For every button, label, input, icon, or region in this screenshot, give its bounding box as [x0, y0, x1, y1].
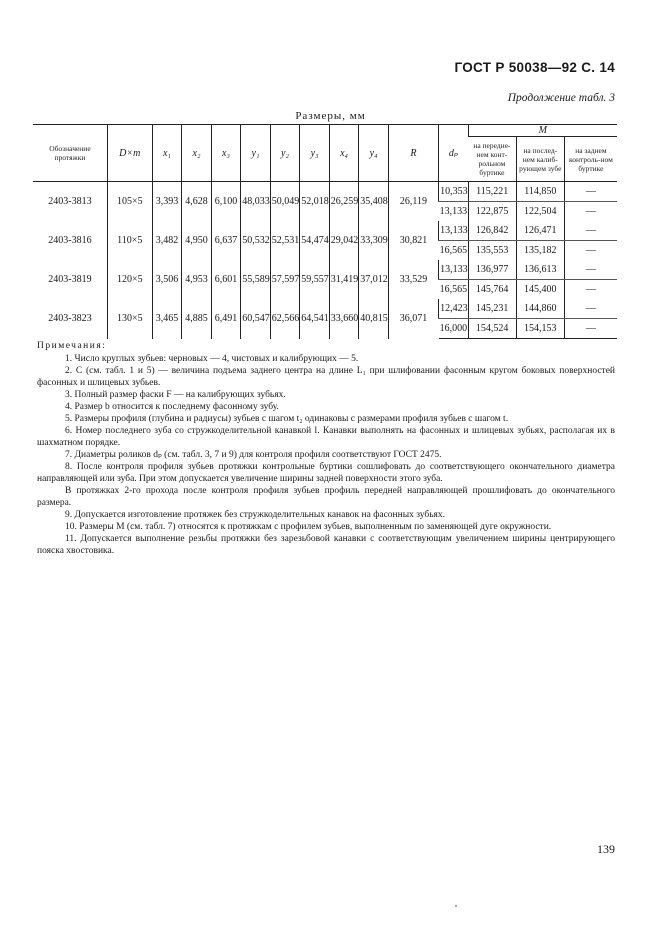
- cell-y2: 52,531: [270, 221, 300, 260]
- cell-m-back: —: [564, 221, 617, 241]
- cell-x4: 33,660: [329, 299, 359, 339]
- table-caption: Размеры, мм: [295, 110, 366, 122]
- cell-y1: 48,033: [241, 182, 271, 222]
- cell-r: 36,071: [388, 299, 438, 339]
- cell-dp: 13,133: [439, 221, 469, 241]
- cell-x4: 26,259: [329, 182, 359, 222]
- col-designation: Обозначение протяжки: [33, 125, 107, 182]
- cell-m-last: 145,400: [516, 280, 564, 300]
- cell-m-back: —: [564, 260, 617, 280]
- cell-m-front: 115,221: [468, 182, 516, 202]
- cell-m-front: 135,553: [468, 241, 516, 261]
- cell-x3: 6,637: [211, 221, 241, 260]
- note-item: 2. C (см. табл. 1 и 5) — величина подъема заднего центра на длине L₁ при шлифовании фасонным кругом боковых поверхностей фасонных и шлицевых зубьев.: [37, 366, 615, 388]
- col-x4: x₄: [329, 125, 359, 182]
- cell-m-front: 145,764: [468, 280, 516, 300]
- col-y1: y₁: [241, 125, 271, 182]
- cell-y2: 50,049: [270, 182, 300, 222]
- col-r: R: [388, 125, 438, 182]
- cell-m-back: —: [564, 319, 617, 339]
- cell-x3: 6,601: [211, 260, 241, 299]
- note-item: 3. Полный размер фаски F — на калибрующих зубьях.: [65, 390, 286, 400]
- cell-dm: 110×5: [107, 221, 152, 260]
- cell-y2: 57,597: [270, 260, 300, 299]
- cell-y3: 54,474: [300, 221, 330, 260]
- cell-x2: 4,885: [182, 299, 212, 339]
- cell-x2: 4,628: [182, 182, 212, 222]
- note-item: 6. Номер последнего зуба со стружкоделительной канавкой l. Канавки выполнять на фасонных и шлицевых зубьях, располагая их в шахматном порядке.: [37, 426, 615, 448]
- cell-y3: 64,541: [300, 299, 330, 339]
- note-item: 1. Число круглых зубьев: черновых — 4, чистовых и калибрующих — 5.: [65, 354, 359, 364]
- notes-title: Примечания:: [37, 341, 107, 351]
- cell-designation: 2403-3816: [48, 235, 92, 246]
- note-item: В протяжках 2-го прохода после контроля профиля зубьев профиль передней направляющей прошлифовать до окончательного размера.: [37, 486, 615, 508]
- cell-y3: 59,557: [300, 260, 330, 299]
- note-item: 9. Допускается изготовление протяжек без стружкоделительных канавок на фасонных зубьях.: [65, 510, 446, 520]
- notes-section: [37, 340, 615, 557]
- cell-y1: 55,589: [241, 260, 271, 299]
- cell-dp: 16,565: [439, 284, 468, 295]
- cell-x3: 6,100: [211, 182, 241, 222]
- cell-y4: 33,309: [359, 221, 389, 260]
- cell-y2: 62,566: [270, 299, 300, 339]
- cell-m-last: 122,504: [516, 202, 564, 222]
- col-y2: y₂: [270, 125, 300, 182]
- cell-m-back: —: [564, 202, 617, 222]
- cell-y3: 52,018: [300, 182, 330, 222]
- cell-x4: 29,042: [329, 221, 359, 260]
- cell-x4: 31,419: [329, 260, 359, 299]
- col-y3: y₃: [300, 125, 330, 182]
- cell-y4: 40,815: [359, 299, 389, 339]
- cell-y4: 35,408: [359, 182, 389, 222]
- cell-dm: 105×5: [107, 182, 152, 222]
- cell-y1: 50,532: [241, 221, 271, 260]
- cell-m-back: —: [564, 241, 617, 261]
- page-header: ГОСТ Р 50038—92 С. 14: [454, 60, 615, 75]
- col-m-last: на послед-нем калиб-рующем зубе: [516, 137, 564, 182]
- cell-m-back: —: [564, 280, 617, 300]
- cell-m-last: 136,613: [516, 260, 564, 280]
- col-x3: x₃: [211, 125, 241, 182]
- cell-dp: 13,133: [439, 206, 468, 217]
- cell-x2: 4,950: [182, 221, 212, 260]
- note-item: 8. После контроля профиля зубьев протяжки контрольные буртики сошлифовать до соответствующего окончательного диаметра направляющей или зуба. При этом допускается увеличение ширины задней поверхности этого зуба.: [37, 462, 615, 484]
- cell-r: 30,821: [388, 221, 438, 260]
- cell-x1: 3,393: [152, 182, 182, 222]
- note-item: 11. Допускается выполнение резьбы протяжки без зарезьбовой канавки с соответствующим увеличением ширины центрирующего пояска хвостовика.: [37, 534, 615, 556]
- cell-m-front: 126,842: [468, 221, 516, 241]
- note-item: 7. Диаметры роликов dₚ (см. табл. 3, 7 и 9) для контроля профиля соответствуют ГОСТ 2475.: [65, 450, 442, 460]
- cell-m-front: 154,524: [468, 319, 516, 339]
- cell-m-last: 144,860: [516, 299, 564, 319]
- cell-m-last: 114,850: [516, 182, 564, 202]
- cell-dp: 13,133: [439, 260, 469, 280]
- cell-m-back: —: [564, 299, 617, 319]
- note-item: 5. Размеры профиля (глубина и радиусы) зубьев с шагом t₂ одинаковы с размерами профиля зубьев с шагом t.: [65, 414, 509, 424]
- cell-designation: 2403-3823: [48, 313, 92, 325]
- cell-designation: 2403-3813: [48, 196, 92, 207]
- cell-x1: 3,465: [152, 299, 182, 339]
- cell-x3: 6,491: [211, 299, 241, 339]
- col-group-m: M: [468, 125, 617, 137]
- col-dp: dₚ: [439, 125, 469, 182]
- cell-dp: 16,000: [439, 319, 469, 339]
- cell-m-front: 145,231: [468, 299, 516, 319]
- note-item: 10. Размеры M (см. табл. 7) относятся к протяжкам с профилем зубьев, выполненным по заменяющей дуге окружности.: [65, 522, 552, 532]
- col-m-front: на передне-нем конт-рольном буртике: [468, 137, 516, 182]
- cell-r: 33,529: [388, 260, 438, 299]
- cell-m-last: 126,471: [516, 221, 564, 241]
- col-m-back: на заднем контроль-ном буртике: [564, 137, 617, 182]
- dimensions-table: [33, 124, 617, 339]
- cell-m-last: 135,182: [516, 241, 564, 261]
- note-item: 4. Размер b относится к последнему фасонному зубу.: [65, 402, 279, 412]
- cell-dp: 12,423: [439, 299, 469, 319]
- col-x1: x₁: [152, 125, 182, 182]
- cell-dp: 10,353: [439, 182, 469, 202]
- cell-m-last: 154,153: [516, 319, 564, 339]
- table-continuation-label: Продолжение табл. 3: [507, 92, 615, 104]
- cell-r: 26,119: [388, 182, 438, 222]
- cell-dm: 120×5: [107, 260, 152, 299]
- col-x2: x₂: [182, 125, 212, 182]
- scan-speck: [455, 905, 457, 907]
- page-number: 139: [597, 842, 615, 856]
- cell-x2: 4,953: [182, 260, 212, 299]
- col-y4: y₄: [359, 125, 389, 182]
- cell-dp: 16,565: [439, 245, 468, 256]
- cell-m-front: 122,875: [468, 202, 516, 222]
- cell-x1: 3,482: [152, 221, 182, 260]
- col-dm: D×m: [107, 125, 152, 182]
- cell-designation: 2403-3819: [48, 274, 92, 285]
- cell-x1: 3,506: [152, 260, 182, 299]
- cell-m-back: —: [564, 182, 617, 202]
- cell-y4: 37,012: [359, 260, 389, 299]
- cell-m-front: 136,977: [468, 260, 516, 280]
- cell-y1: 60,547: [241, 299, 271, 339]
- cell-dm: 130×5: [107, 299, 152, 339]
